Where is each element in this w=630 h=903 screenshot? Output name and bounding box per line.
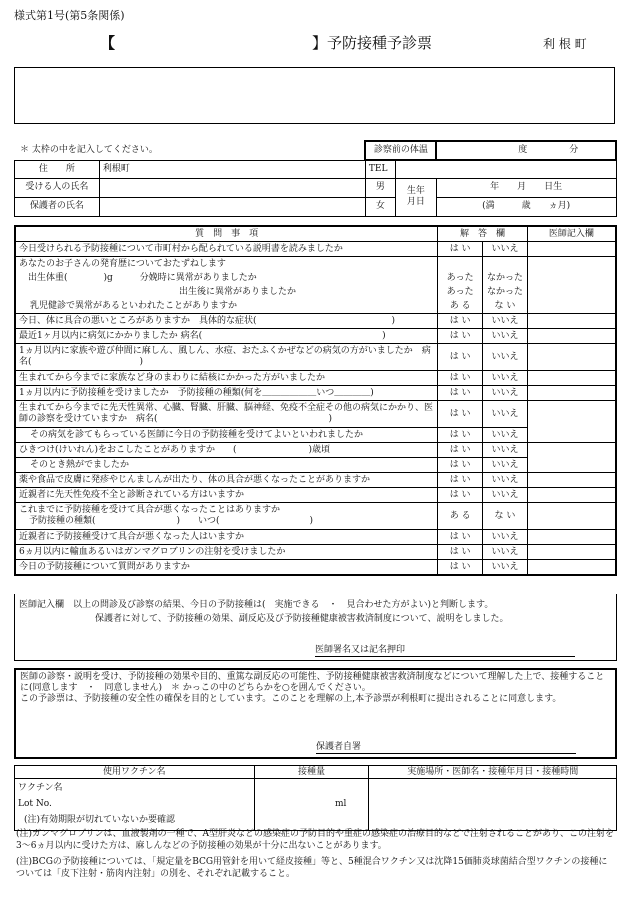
bracket-close: 】 [312,34,328,52]
q2-doctor[interactable] [527,257,616,314]
q11-text: 近親者に先天性免疫不全と診断されている方はいますか [15,488,438,503]
doctor-header: 医師記入欄 [527,226,616,242]
guardian-sign-label: 保護者自署 [316,742,362,752]
q5-no[interactable]: いいえ [483,344,528,371]
q10-no[interactable]: いいえ [483,473,528,488]
tel-field[interactable] [395,160,616,178]
dose-header: 接種量 [254,766,369,779]
vaccine-name-header: 使用ワクチン名 [15,766,255,779]
implementation-header: 実施場所・医師名・接種年月日・接種時間 [369,766,617,779]
guardian-sign-line[interactable] [316,742,576,754]
title-text: 予防接種予診票 [327,34,433,52]
q8-doctor[interactable] [527,401,616,443]
q8-yes[interactable]: は い [438,401,483,428]
q5-text: 1ヵ月以内に家族や遊び仲間に麻しん、風しん、水痘、おたふくかぜなどの病気の方がいましたか 病名( ) [15,344,438,371]
form-title [312,34,432,52]
q8-text: 生まれてから今までに先天性異常、心臓、腎臓、肝臓、脳神経、免疫不全症その他の病気にかかり、医師の診察を受けていますか 病名( ) [15,401,438,428]
name-field[interactable] [99,178,365,197]
answer-header: 解 答 欄 [438,226,528,242]
q7-doctor[interactable] [527,386,616,401]
q14-doctor[interactable] [527,545,616,560]
male-option[interactable]: 男 [365,178,395,197]
q7-text: 1ヵ月以内に予防接種を受けましたか 予防接種の種類(何を＿＿＿＿＿＿いつ＿＿＿＿) [15,386,438,401]
q5-doctor[interactable] [527,344,616,371]
q14-no[interactable]: いいえ [483,545,528,560]
q4-no[interactable]: いいえ [483,329,528,344]
doctor-section [14,594,617,661]
dose-field[interactable] [254,779,369,831]
q10-doctor[interactable] [527,473,616,488]
q9b-text: そのとき熱がでましたか [15,458,438,473]
q2b-no[interactable]: なかった [483,285,528,299]
q9-yes[interactable]: は い [438,443,483,458]
q11-no[interactable]: いいえ [483,488,528,503]
q6-doctor[interactable] [527,371,616,386]
questionnaire-table [14,225,617,576]
q2c-text: 乳児健診で異常があるといわれたことがありますか [15,299,438,314]
q3-doctor[interactable] [527,314,616,329]
q4-text: 最近1ヶ月以内に病気にかかりましたか 病名( ) [15,329,438,344]
q6-yes[interactable]: は い [438,371,483,386]
doctor-label: 医師記入欄 [19,600,65,610]
q9b-yes[interactable]: は い [438,458,483,473]
q6-text: 生まれてから今までに家族など身のまわりに結核にかかった方がいましたか [15,371,438,386]
q2a-no[interactable]: なかった [483,271,528,285]
q8b-no[interactable]: いいえ [483,428,528,443]
q13-no[interactable]: いいえ [483,530,528,545]
doctor-judgement: 以上の問診及び診察の結果、今日の予防接種は( 実施できる ・ 見合わせた方がよい)と判断します。 [73,600,494,610]
q13-yes[interactable]: は い [438,530,483,545]
note-2: (注)BCGの予防接種については、「規定量をBCG用管針を用いて経皮接種」等と、5種混合ワクチン又は沈降15価肺炎球菌結合型ワクチンの接種については「皮下注射・筋肉内注射」の別を、それぞれ記載すること。 [16,857,608,880]
personal-info [14,140,617,217]
note-1: (注)ガンマグロブリンは、血液製剤の一種で、A型肝炎などの感染症の予防目的や重症の感染症の治療目的などで注射されることがあり、この注射を3～6ヵ月以内に受けた方は、麻しんなどの予防接種の効果が十分に出ないことがあります。 [16,829,614,852]
q13-text: 近親者に予防接種受けて具合が悪くなった人はいますか [15,530,438,545]
q9-text: ひきつけ(けいれん)をおこしたことがありますか ( )歳頃 [15,443,438,458]
doctor-text-2: 保護者に対して、予防接種の効果、副反応及び予防接種健康被害救済制度について、説明をしました。 [95,614,509,624]
q2c-no[interactable]: な い [483,299,528,314]
consent-text-2: この予診票は、予防接種の安全性の確保を目的としています。このことを理解の上,本予診票が利根町に提出されることに同意します。 [20,693,562,704]
q11-yes[interactable]: は い [438,488,483,503]
q9-no[interactable]: いいえ [483,443,528,458]
doctor-text-1 [19,600,493,611]
vaccine-name-label: ワクチン名 [18,783,63,793]
minute-unit: 分 [569,145,579,156]
address-field[interactable]: 利根町 [99,160,365,178]
q12-yes[interactable]: あ る [438,503,483,530]
q7-yes[interactable]: は い [438,386,483,401]
name-label: 受ける人の氏名 [15,178,100,197]
q11-doctor[interactable] [527,488,616,503]
q8b-text: その病気を診てもらっている医師に今日の予防接種を受けてよいといわれましたか [15,428,438,443]
q9b-no[interactable]: いいえ [483,458,528,473]
q3-no[interactable]: いいえ [483,314,528,329]
q14-text: 6ヵ月以内に輸血あるいはガンマグロブリンの注射を受けましたか [15,545,438,560]
dose-unit: ml [335,799,347,810]
q10-text: 薬や食品で皮膚に発疹やじんましんが出たり、体の具合が悪くなったことがありますか [15,473,438,488]
q6-no[interactable]: いいえ [483,371,528,386]
tel-label: TEL [365,160,395,178]
q1-yes[interactable]: は い [438,242,483,257]
q12-no[interactable]: な い [483,503,528,530]
q8-no[interactable]: いいえ [483,401,528,428]
form-number: 様式第1号(第5条関係) [14,9,125,22]
q12-text [15,503,438,530]
q12-doctor[interactable] [527,503,616,530]
town-name: 利 根 町 [543,37,587,51]
address-label: 住 所 [15,160,100,178]
temp-label: 診察前の体温 [365,141,436,160]
q4-doctor[interactable] [527,329,616,344]
consent-box [14,668,617,759]
consent-text-1: 医師の診察・説明を受け、予防接種の効果や目的、重篤な副反応の可能性、予防接種健康被害救済制度などについて理解した上で、接種することに(同意します ・ 同意しません) ＊ かっこの中のどちらかを○を囲んでください。 [20,672,605,693]
expiry-note: (注)有効期限が切れていないか要確認 [24,814,176,825]
vaccine-table [14,765,617,831]
birth-label [395,178,436,216]
q1-text: 今日受けられる予防接種について市町村から配られている説明書を読みましたか [15,242,438,257]
female-option[interactable]: 女 [365,197,395,216]
blank-box [14,67,615,124]
q15-doctor[interactable] [527,560,616,576]
q10-yes[interactable]: は い [438,473,483,488]
fill-note: ＊ 太枠の中を記入してください。 [20,145,158,155]
q9-doctor[interactable] [527,443,616,473]
q8b-yes[interactable]: は い [438,428,483,443]
q13-doctor[interactable] [527,530,616,545]
q2b-yes[interactable]: あった [438,285,483,299]
q4-yes[interactable]: は い [438,329,483,344]
q15-yes[interactable]: は い [438,560,483,576]
question-header: 質 問 事 項 [15,226,438,242]
doctor-sign-line[interactable] [315,645,575,657]
q1-doctor[interactable] [527,242,616,257]
birth-date-field[interactable]: 年 月 日生 [436,178,616,197]
q2b-text: 出生後に異常がありましたか [15,285,438,299]
age-field[interactable]: (満 歳 ヵ月) [436,197,616,216]
temp-field[interactable] [436,141,616,160]
q2a-text: 出生体重( )g 分娩時に異常がありましたか [15,271,438,285]
q15-no[interactable]: いいえ [483,560,528,576]
q2a-yes[interactable]: あった [438,271,483,285]
q5-yes[interactable]: は い [438,344,483,371]
guardian-field[interactable] [99,197,365,216]
degree-unit: 度 [518,145,528,156]
implementation-field[interactable] [369,779,617,831]
bracket-open: 【 [100,34,116,52]
q3-yes[interactable]: は い [438,314,483,329]
q12-main: これまでに予防接種を受けて具合が悪くなったことはありますか [19,505,281,516]
q15-text: 今日の予防接種について質問がありますか [15,560,438,576]
q14-yes[interactable]: は い [438,545,483,560]
q7-no[interactable]: いいえ [483,386,528,401]
q12-detail: 予防接種の種類( ) いつ( ) [29,516,314,526]
q2-text: あなたのお子さんの発育歴についておたずねします [15,257,438,272]
q3-text: 今日、体に具合の悪いところがありますか 具体的な症状( ) [15,314,438,329]
q2c-yes[interactable]: あ る [438,299,483,314]
birth-label-1: 生年 [406,186,425,197]
doctor-sign-label: 医師署名又は記名押印 [315,645,406,655]
lot-label: Lot No. [18,798,52,809]
q1-no[interactable]: いいえ [483,242,528,257]
vaccine-info-cell[interactable] [15,779,255,831]
birth-label-2: 月日 [406,197,425,207]
guardian-label: 保護者の氏名 [15,197,100,216]
